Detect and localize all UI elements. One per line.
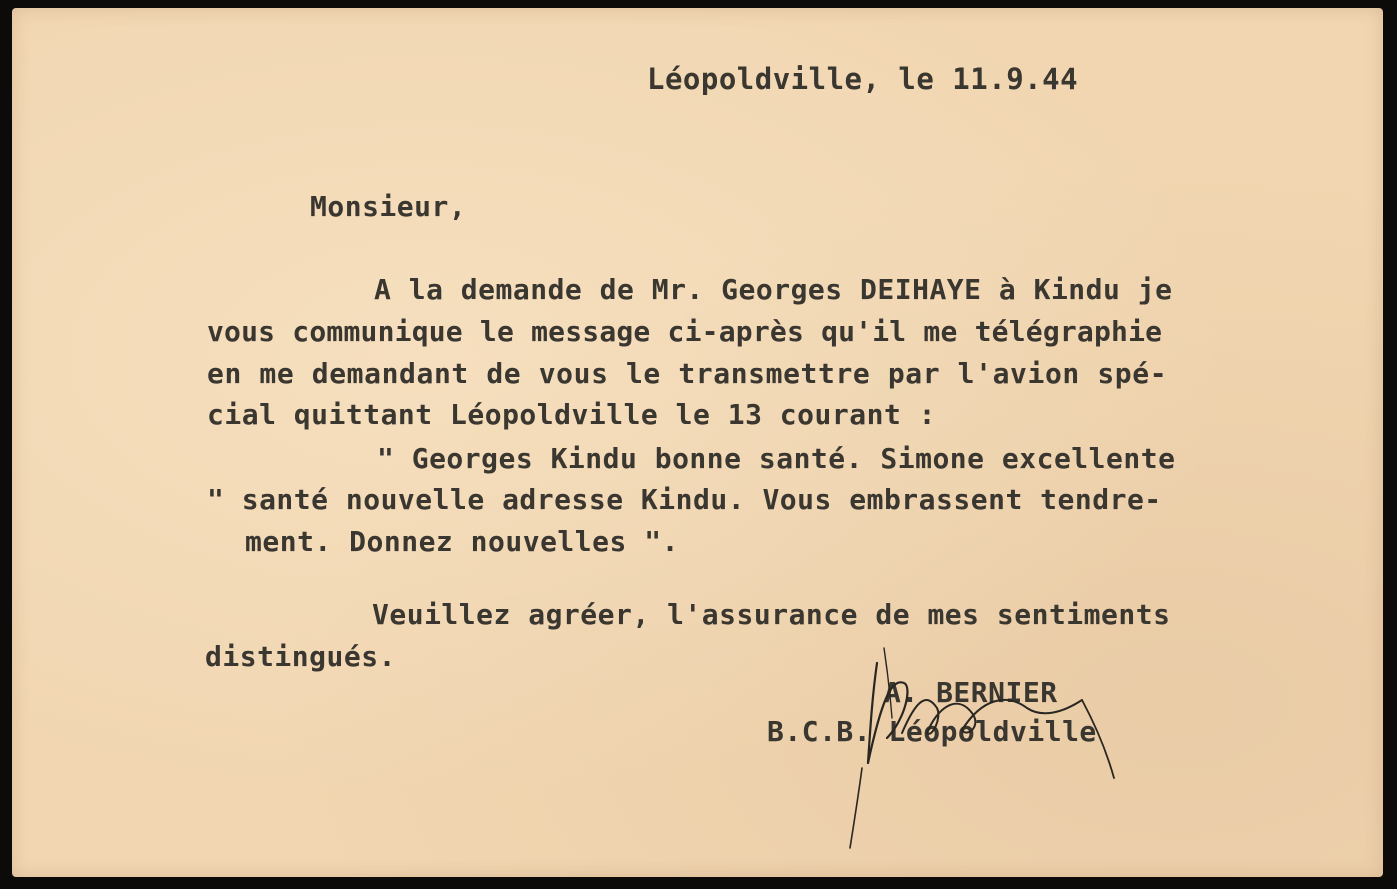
body-line-1: A la demande de Mr. Georges DEIHAYE à Kindu je (374, 273, 1173, 306)
message-line-2: " santé nouvelle adresse Kindu. Vous embrassent tendre- (207, 483, 1162, 516)
body-line-2: vous communique le message ci-après qu'il me télégraphie (207, 315, 1163, 348)
postcard (12, 8, 1383, 877)
closing-line-1: Veuillez agréer, l'assurance de mes sentiments (372, 598, 1171, 631)
message-line-3: ment. Donnez nouvelles ". (245, 525, 679, 558)
body-line-4: cial quittant Léopoldville le 13 courant : (207, 398, 937, 431)
message-line-1: " Georges Kindu bonne santé. Simone excellente (377, 442, 1176, 475)
date-line: Léopoldville, le 11.9.44 (647, 62, 1079, 96)
closing-line-2: distingués. (205, 640, 396, 673)
signer-office: B.C.B. Léopoldville (767, 715, 1097, 748)
body-line-3: en me demandant de vous le transmettre par l'avion spé- (207, 357, 1168, 390)
salutation: Monsieur, (310, 190, 467, 223)
signer-name: A. BERNIER (884, 676, 1058, 709)
